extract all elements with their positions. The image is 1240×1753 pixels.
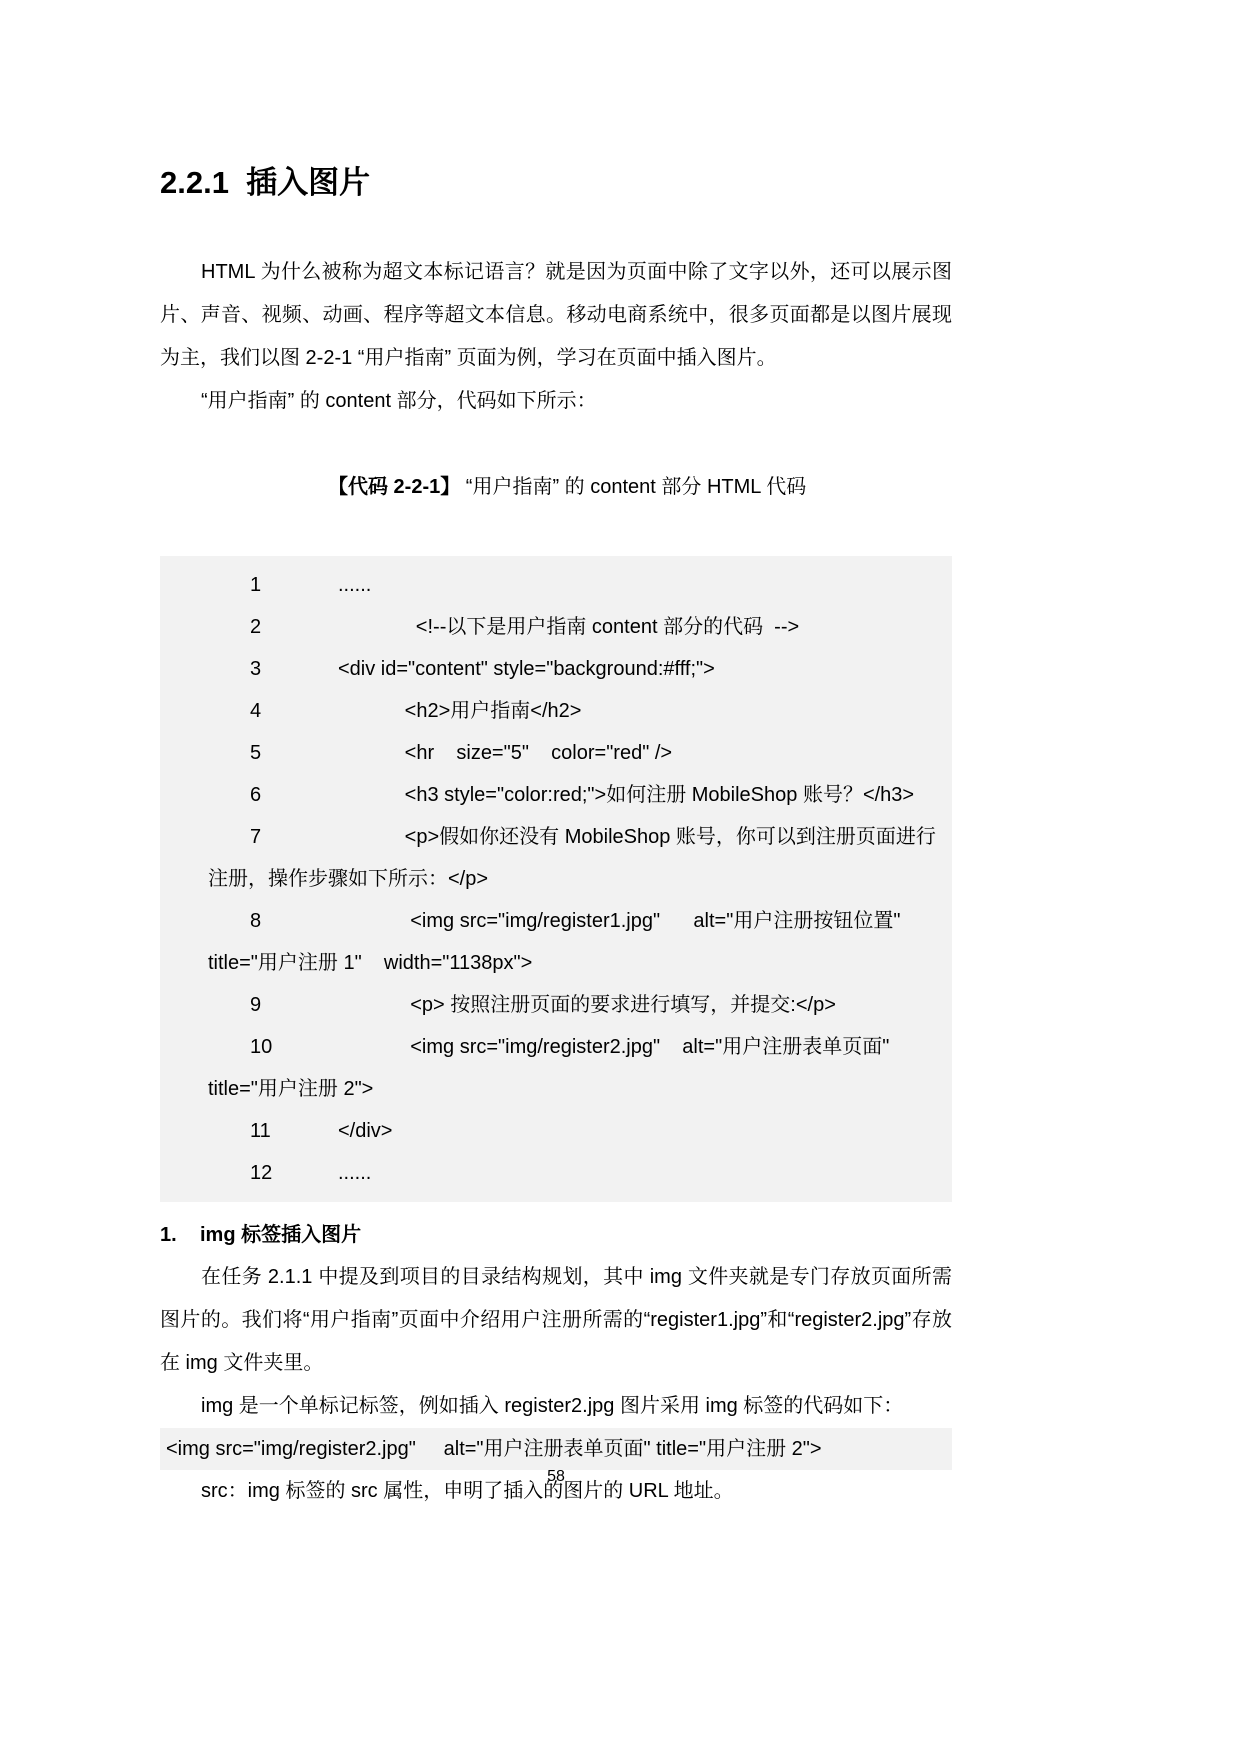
code-text: ...... (338, 574, 372, 596)
code-line (208, 606, 942, 648)
code-line (208, 1152, 942, 1194)
code-text: <div id="content" style="background:#fff;"> (338, 658, 715, 680)
code-text: </div> (338, 1120, 393, 1142)
code-text: <h2>用户指南</h2> (338, 700, 582, 722)
code-text: <img src="img/register1.jpg" alt="用户注册按钮位置" title="用户注册 1" width="1138px"> (208, 910, 906, 974)
list-heading-img-tag (160, 1214, 952, 1256)
line-number: 1 (250, 574, 262, 596)
line-number: 4 (250, 700, 262, 722)
code-line (208, 564, 942, 606)
line-number: 5 (250, 742, 262, 764)
code-text: <p> 按照注册页面的要求进行填写，并提交:</p> (338, 994, 836, 1016)
code-line (208, 816, 942, 900)
list-heading-number: 1. (160, 1224, 177, 1246)
line-number: 12 (250, 1162, 273, 1184)
code-line (208, 774, 942, 816)
line-number: 6 (250, 784, 262, 806)
line-number: 2 (250, 616, 262, 638)
code-caption (160, 423, 952, 552)
code-text: <!--以下是用户指南 content 部分的代码 --> (338, 616, 800, 638)
paragraph-content-lead: “用户指南” 的 content 部分，代码如下所示： (201, 390, 597, 412)
inline-code-snippet: <img src="img/register2.jpg" alt="用户注册表单页面" title="用户注册 2"> (160, 1428, 952, 1470)
section-title: 2.2.1 插入图片 (160, 165, 371, 200)
code-line (208, 900, 942, 984)
code-line (208, 648, 942, 690)
code-line (208, 1110, 942, 1152)
code-text: ...... (338, 1162, 372, 1184)
list-heading-text: img 标签插入图片 (200, 1224, 362, 1246)
code-caption-label: 【代码 2-2-1】 (328, 476, 461, 498)
line-number: 11 (250, 1120, 271, 1142)
code-text: <p>假如你还没有 MobileShop 账号，你可以到注册页面进行注册，操作步骤如下所示：</p> (208, 826, 936, 890)
code-line (208, 690, 942, 732)
paragraph-intro: HTML 为什么被称为超文本标记语言？就是因为页面中除了文字以外，还可以展示图片、声音、视频、动画、程序等超文本信息。移动电商系统中，很多页面都是以图片展现为主，我们以图 2-2-1 “用户指南” 页面为例，学习在页面中插入图片。 (160, 261, 952, 369)
code-line (208, 984, 942, 1026)
code-text: <img src="img/register2.jpg" alt="用户注册表单页面" title="用户注册 2"> (208, 1036, 895, 1100)
line-number: 7 (250, 826, 262, 848)
code-text: <hr size="5" color="red" /> (338, 742, 673, 764)
line-number: 3 (250, 658, 262, 680)
code-caption-text: “用户指南” 的 content 部分 HTML 代码 (460, 476, 807, 498)
code-line (208, 1026, 942, 1110)
page-number: 58 (547, 1468, 565, 1485)
paragraph-src-attribute: src：img 标签的 src 属性，申明了插入的图片的 URL 地址。 (201, 1480, 734, 1502)
line-number: 8 (250, 910, 262, 932)
code-block (160, 556, 952, 1202)
paragraph-img-single-tag: img 是一个单标记标签，例如插入 register2.jpg 图片采用 img 标签的代码如下： (201, 1395, 904, 1417)
line-number: 10 (250, 1036, 273, 1058)
code-text: <h3 style="color:red;">如何注册 MobileShop 账号？</h3> (338, 784, 915, 806)
code-line (208, 732, 942, 774)
paragraph-img-folder: 在任务 2.1.1 中提及到项目的目录结构规划，其中 img 文件夹就是专门存放页面所需图片的。我们将“用户指南”页面中介绍用户注册所需的“register1.jpg”和“register2.jpg”存放在 img 文件夹里。 (160, 1266, 952, 1374)
line-number: 9 (250, 994, 262, 1016)
